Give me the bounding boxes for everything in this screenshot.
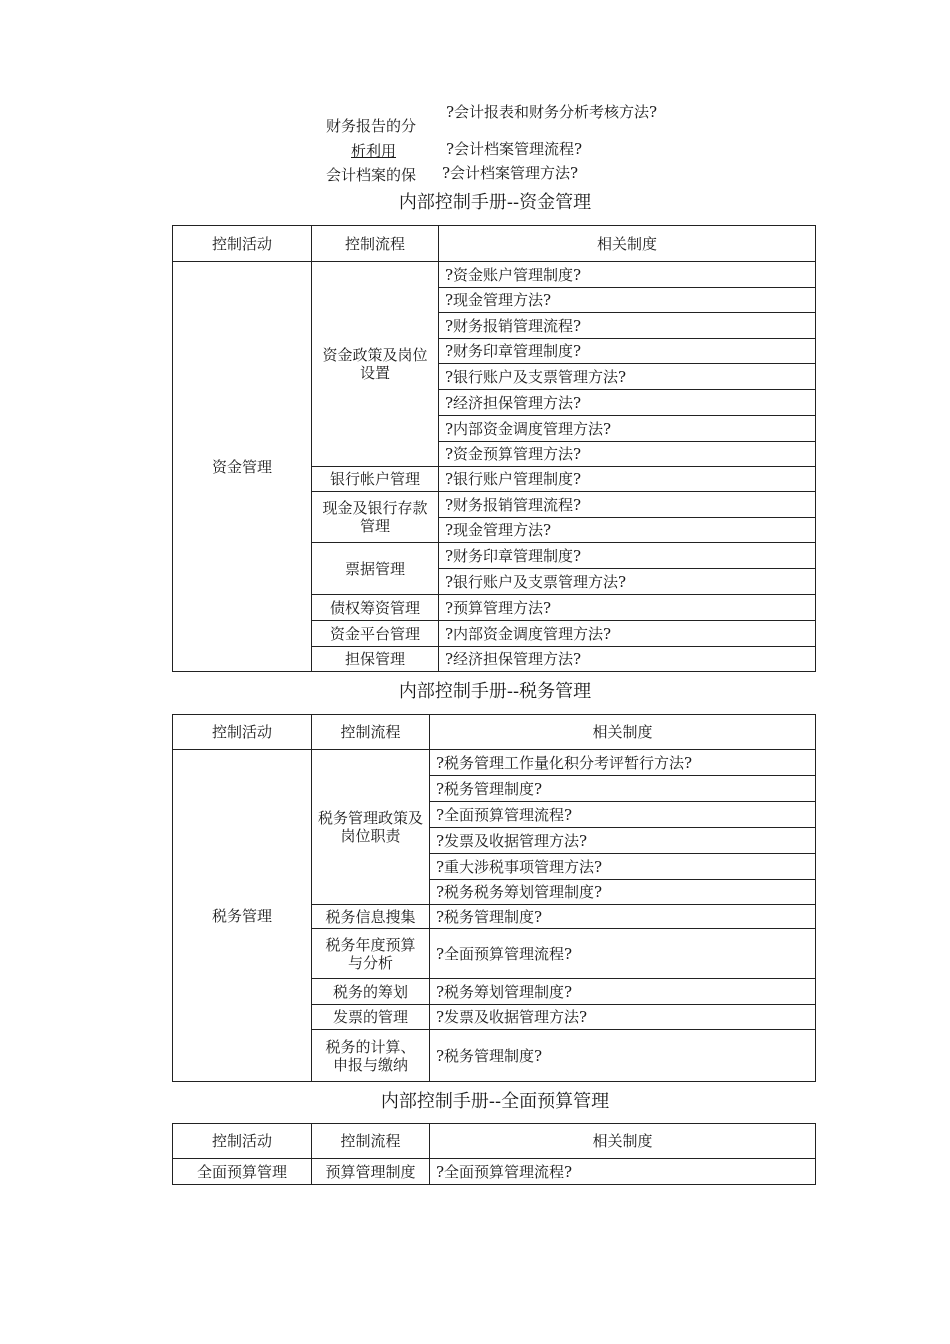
fund-policy-item: ?银行账户管理制度? — [439, 467, 816, 492]
fund-policy-item: ?财务报销管理流程? — [439, 313, 816, 339]
tax-header-row — [173, 715, 816, 750]
budget-activity-cell: 全面预算管理 — [173, 1159, 312, 1185]
tax-table — [172, 714, 816, 1082]
fund-policy-item: ?财务印章管理制度? — [439, 543, 816, 569]
fragment-activity-line-1: 财务报告的分 — [326, 117, 417, 135]
tax-process-invoice: 发票的管理 — [312, 1005, 430, 1030]
tax-policy-item: ?税务管理制度? — [430, 776, 816, 802]
fund-process-debt: 债权筹资管理 — [312, 595, 439, 621]
header-process: 控制流程 — [312, 226, 439, 262]
fund-policy-item: ?预算管理方法? — [439, 595, 816, 621]
fund-policy-item: ?内部资金调度管理方法? — [439, 621, 816, 647]
header-policy: 相关制度 — [430, 715, 816, 750]
fund-activity-cell: 资金管理 — [173, 262, 312, 672]
header-activity: 控制活动 — [173, 226, 312, 262]
fund-policy-item: ?经济担保管理方法? — [439, 390, 816, 416]
budget-section-title: 内部控制手册--全面预算管理 — [380, 1091, 610, 1112]
tax-policy-item: ?税务管理制度? — [430, 905, 816, 929]
fund-process-guarantee: 担保管理 — [312, 647, 439, 672]
budget-process-cell: 预算管理制度 — [312, 1159, 430, 1185]
tax-policy-item: ?全面预算管理流程? — [430, 929, 816, 979]
tax-policy-item: ?税务管理工作量化积分考评暂行方法? — [430, 750, 816, 776]
tax-policy-item: ?发票及收据管理方法? — [430, 1005, 816, 1030]
fund-policy-item: ?现金管理方法? — [439, 518, 816, 543]
tax-policy-item: ?税务管理制度? — [430, 1030, 816, 1082]
tax-process-policy: 税务管理政策及岗位职责 — [312, 750, 430, 905]
fund-policy-item: ?财务报销管理流程? — [439, 492, 816, 518]
header-policy: 相关制度 — [430, 1124, 816, 1159]
fund-policy-item: ?资金预算管理方法? — [439, 442, 816, 467]
tax-policy-item: ?重大涉税事项管理方法? — [430, 854, 816, 880]
fund-process-cash: 现金及银行存款管理 — [312, 492, 439, 543]
tax-policy-item: ?全面预算管理流程? — [430, 802, 816, 828]
fragment-activity-line-2: 析利用 — [351, 142, 397, 160]
fragment-activity-line-3: 会计档案的保 — [326, 166, 417, 184]
fund-policy-item: ?经济担保管理方法? — [439, 647, 816, 672]
header-activity: 控制活动 — [173, 715, 312, 750]
fund-process-bill: 票据管理 — [312, 543, 439, 595]
budget-policy-item: ?全面预算管理流程? — [430, 1159, 816, 1185]
fund-process-platform: 资金平台管理 — [312, 621, 439, 647]
tax-activity-cell: 税务管理 — [173, 750, 312, 1082]
fragment-policy-1: ?会计报表和财务分析考核方法? — [446, 103, 658, 121]
tax-process-info: 税务信息搜集 — [312, 905, 430, 929]
fund-policy-item: ?银行账户及支票管理方法? — [439, 569, 816, 595]
fund-process-bank-account: 银行帐户管理 — [312, 467, 439, 492]
fund-table — [172, 225, 816, 672]
fund-process-policy: 资金政策及岗位设置 — [312, 262, 439, 467]
tax-section-title: 内部控制手册--税务管理 — [398, 681, 592, 702]
tax-policy-item: ?发票及收据管理方法? — [430, 828, 816, 854]
header-activity: 控制活动 — [173, 1124, 312, 1159]
tax-policy-item: ?税务税务筹划管理制度? — [430, 880, 816, 905]
fragment-policy-2: ?会计档案管理流程? — [446, 140, 583, 158]
header-process: 控制流程 — [312, 1124, 430, 1159]
budget-table — [172, 1123, 816, 1185]
fund-policy-item: ?财务印章管理制度? — [439, 339, 816, 364]
fund-policy-item: ?银行账户及支票管理方法? — [439, 364, 816, 390]
tax-process-calc: 税务的计算、申报与缴纳 — [312, 1030, 430, 1082]
header-policy: 相关制度 — [439, 226, 816, 262]
header-process: 控制流程 — [312, 715, 430, 750]
fragment-policy-3: ?会计档案管理方法? — [442, 164, 579, 182]
fund-policy-item: ?内部资金调度管理方法? — [439, 416, 816, 442]
tax-process-plan: 税务的筹划 — [312, 979, 430, 1005]
tax-policy-item: ?税务筹划管理制度? — [430, 979, 816, 1005]
fund-section-title: 内部控制手册--资金管理 — [398, 192, 592, 213]
fund-header-row — [173, 226, 816, 262]
budget-header-row — [173, 1124, 816, 1159]
fund-policy-item: ?现金管理方法? — [439, 288, 816, 313]
fund-policy-item: ?资金账户管理制度? — [439, 262, 816, 288]
tax-process-budget: 税务年度预算与分析 — [312, 929, 430, 979]
